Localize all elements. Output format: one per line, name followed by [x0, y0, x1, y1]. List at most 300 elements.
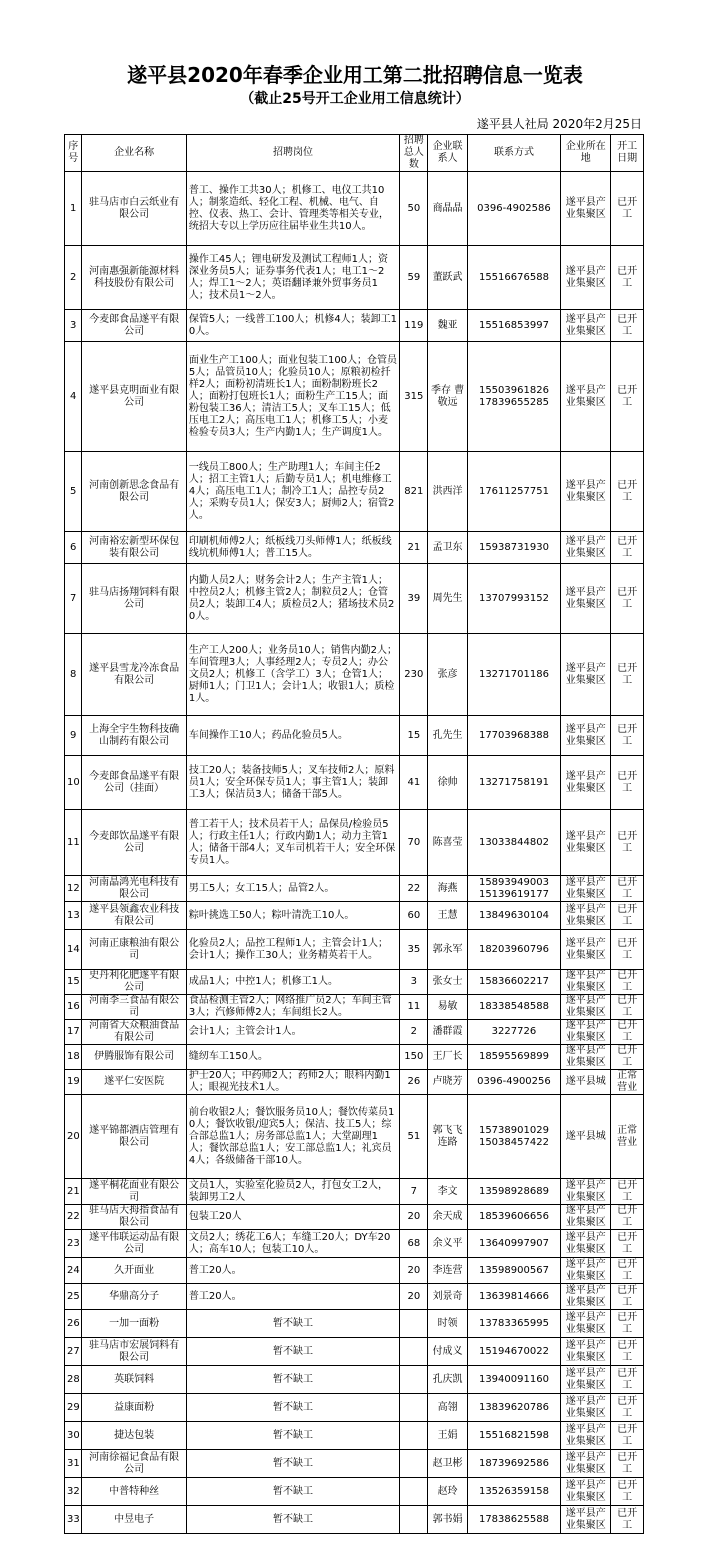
- cell-positions: 男工5人；女工15人；品管2人。: [186, 876, 399, 902]
- table-row: [65, 452, 644, 532]
- cell-no: 20: [65, 1095, 82, 1179]
- cell-status: 已开工: [611, 1258, 644, 1284]
- cell-no: 21: [65, 1179, 82, 1205]
- cell-status: 已开工: [611, 172, 644, 246]
- cell-location: 遂平县产业集聚区: [561, 902, 611, 930]
- table-body: [65, 172, 644, 1534]
- cell-positions: 暂不缺工: [186, 1506, 399, 1534]
- cell-no: 12: [65, 876, 82, 902]
- cell-no: 13: [65, 902, 82, 930]
- cell-positions: 车间操作工10人；药品化验员5人。: [186, 716, 399, 756]
- cell-contact: 陈喜莹: [428, 810, 467, 876]
- cell-no: 4: [65, 342, 82, 452]
- cell-company: 遂平伟联运动品有限公司: [82, 1230, 186, 1258]
- cell-positions: 操作工45人；锂电研发及测试工程师1人；资深业务员5人；证券事务代表1人；电工1～2人；焊工1～2人；英语翻译兼外贸事务员1人；技术员1～2人。: [186, 246, 399, 310]
- header-status: 开工日期: [611, 135, 644, 172]
- cell-no: 9: [65, 716, 82, 756]
- cell-no: 8: [65, 634, 82, 716]
- cell-contact: 王厂长: [428, 1045, 467, 1070]
- cell-phone: 18203960796: [467, 930, 561, 970]
- table-row: [65, 532, 644, 564]
- cell-contact: 赵玲: [428, 1478, 467, 1506]
- table-row: [65, 1284, 644, 1310]
- cell-location: 遂平县产业集聚区: [561, 930, 611, 970]
- table-row: [65, 564, 644, 634]
- cell-status: 正常营业: [611, 1095, 644, 1179]
- cell-company: 驻马店大拇指食品有限公司: [82, 1205, 186, 1230]
- cell-status: 已开工: [611, 246, 644, 310]
- cell-location: 遂平县产业集聚区: [561, 1258, 611, 1284]
- cell-no: 1: [65, 172, 82, 246]
- cell-status: 已开工: [611, 810, 644, 876]
- cell-positions: 普工20人。: [186, 1258, 399, 1284]
- cell-company: 河南裕宏新型环保包装有限公司: [82, 532, 186, 564]
- cell-contact: 余义平: [428, 1230, 467, 1258]
- table-row: [65, 634, 644, 716]
- cell-status: 已开工: [611, 1478, 644, 1506]
- cell-contact: 张女士: [428, 970, 467, 995]
- cell-positions: 保管5人；一线普工100人；机修4人；装卸工10人。: [186, 310, 399, 342]
- cell-positions: 暂不缺工: [186, 1422, 399, 1450]
- cell-no: 33: [65, 1506, 82, 1534]
- cell-phone: 15194670022: [467, 1338, 561, 1366]
- cell-total: 50: [400, 172, 428, 246]
- cell-phone: 13526359158: [467, 1478, 561, 1506]
- cell-company: 今麦郎饮品遂平有限公司: [82, 810, 186, 876]
- cell-company: 益康面粉: [82, 1394, 186, 1422]
- cell-total: [400, 1506, 428, 1534]
- cell-phone: 17611257751: [467, 452, 561, 532]
- cell-no: 15: [65, 970, 82, 995]
- cell-contact: 董跃武: [428, 246, 467, 310]
- cell-no: 25: [65, 1284, 82, 1310]
- table-row: [65, 970, 644, 995]
- table-row: [65, 716, 644, 756]
- cell-total: [400, 1366, 428, 1394]
- cell-company: 遂平县克明面业有限公司: [82, 342, 186, 452]
- table-row: [65, 876, 644, 902]
- cell-total: 821: [400, 452, 428, 532]
- table-row: [65, 310, 644, 342]
- cell-status: 已开工: [611, 1366, 644, 1394]
- cell-total: 15: [400, 716, 428, 756]
- cell-positions: 包装工20人: [186, 1205, 399, 1230]
- cell-location: 遂平县产业集聚区: [561, 1205, 611, 1230]
- cell-total: [400, 1394, 428, 1422]
- cell-phone: 18539606656: [467, 1205, 561, 1230]
- cell-contact: 郭永军: [428, 930, 467, 970]
- cell-location: 遂平县产业集聚区: [561, 810, 611, 876]
- cell-contact: 高翎: [428, 1394, 467, 1422]
- cell-positions: 缝纫车工150人。: [186, 1045, 399, 1070]
- table-row: [65, 1205, 644, 1230]
- cell-contact: 商晶晶: [428, 172, 467, 246]
- table-row: [65, 1179, 644, 1205]
- cell-status: 已开工: [611, 1422, 644, 1450]
- cell-company: 河南惠强新能源材料科技股份有限公司: [82, 246, 186, 310]
- cell-total: [400, 1478, 428, 1506]
- table-row: [65, 1310, 644, 1338]
- cell-company: 河南晶鸿光电科技有限公司: [82, 876, 186, 902]
- cell-total: [400, 1422, 428, 1450]
- cell-phone: 3227726: [467, 1020, 561, 1045]
- cell-total: [400, 1310, 428, 1338]
- cell-phone: 15516821598: [467, 1422, 561, 1450]
- cell-phone: 15836602217: [467, 970, 561, 995]
- table-row: [65, 342, 644, 452]
- cell-positions: 文员1人，实验室化验员2人，打包女工2人，装卸男工2人: [186, 1179, 399, 1205]
- cell-location: 遂平县产业集聚区: [561, 1338, 611, 1366]
- cell-positions: 前台收银2人；餐饮服务员10人；餐饮传菜员10人；餐饮收银/迎宾5人；保洁、技工5人；综合部总监1人；房务部总监1人；大堂副理1人；餐饮部总监1人；安工部总监1人；礼宾员4人；各级储备干部10人。: [186, 1095, 399, 1179]
- cell-contact: 孔庆凯: [428, 1366, 467, 1394]
- cell-total: 20: [400, 1258, 428, 1284]
- cell-no: 11: [65, 810, 82, 876]
- cell-positions: 暂不缺工: [186, 1366, 399, 1394]
- cell-total: 70: [400, 810, 428, 876]
- cell-status: 已开工: [611, 342, 644, 452]
- table-row: [65, 810, 644, 876]
- cell-location: 遂平县产业集聚区: [561, 1506, 611, 1534]
- cell-positions: 普工若干人；技术员若干人；品保员/检验员5人；行政主任1人；行政内勤1人；动力主管1人；储备干部4人；叉车司机若干人；安全环保专员1人。: [186, 810, 399, 876]
- table-row: [65, 1020, 644, 1045]
- cell-status: 已开工: [611, 902, 644, 930]
- cell-location: 遂平县产业集聚区: [561, 564, 611, 634]
- cell-positions: 文员2人；绣花工6人；车缝工20人；DY车20人；高车10人；包装工10人。: [186, 1230, 399, 1258]
- cell-status: 已开工: [611, 756, 644, 810]
- cell-company: 久开面业: [82, 1258, 186, 1284]
- cell-company: 伊腾服饰有限公司: [82, 1045, 186, 1070]
- recruitment-table: [64, 134, 644, 1534]
- cell-positions: 粽叶挑选工50人；粽叶清洗工10人。: [186, 902, 399, 930]
- cell-positions: 面业生产工100人；面业包装工100人；仓管员5人；品管员10人；化验员10人；原粮初检扦样2人；面粉初清班长1人；面粉制粉班长2人；面粉打包班长1人；面粉生产工15人；面粉包装工36人；清洁工5人；叉车工15人；低压电工2人；高压电工1人；机修工5人；小麦检验专员3人；生产内勤1人；生产调度1人。: [186, 342, 399, 452]
- cell-phone: 13783365995: [467, 1310, 561, 1338]
- cell-contact: 李连营: [428, 1258, 467, 1284]
- cell-location: 遂平县产业集聚区: [561, 1179, 611, 1205]
- cell-positions: 成品1人；中控1人；机修工1人。: [186, 970, 399, 995]
- cell-contact: 洪西洋: [428, 452, 467, 532]
- cell-total: 41: [400, 756, 428, 810]
- cell-positions: 暂不缺工: [186, 1450, 399, 1478]
- cell-total: 26: [400, 1070, 428, 1095]
- cell-status: 已开工: [611, 1284, 644, 1310]
- cell-company: 英联饲料: [82, 1366, 186, 1394]
- cell-phone: 13707993152: [467, 564, 561, 634]
- cell-location: 遂平县产业集聚区: [561, 1394, 611, 1422]
- cell-no: 32: [65, 1478, 82, 1506]
- cell-phone: 15938731930: [467, 532, 561, 564]
- cell-company: 遂平锦都酒店管理有限公司: [82, 1095, 186, 1179]
- table-header-row: [65, 135, 644, 172]
- table-row: [65, 1366, 644, 1394]
- cell-contact: 余天成: [428, 1205, 467, 1230]
- cell-contact: 王慧: [428, 902, 467, 930]
- cell-no: 27: [65, 1338, 82, 1366]
- table-row: [65, 756, 644, 810]
- cell-phone: 13598928689: [467, 1179, 561, 1205]
- cell-no: 23: [65, 1230, 82, 1258]
- table-row: [65, 1506, 644, 1534]
- cell-company: 捷达包装: [82, 1422, 186, 1450]
- table-row: [65, 1422, 644, 1450]
- cell-total: 7: [400, 1179, 428, 1205]
- cell-phone: 13271758191: [467, 756, 561, 810]
- cell-company: 中普特种丝: [82, 1478, 186, 1506]
- cell-contact: 孟卫东: [428, 532, 467, 564]
- cell-status: 已开工: [611, 1020, 644, 1045]
- cell-location: 遂平县产业集聚区: [561, 1450, 611, 1478]
- cell-positions: 生产工人200人；业务员10人；销售内勤2人；车间管理3人；人事经理2人；专员2人；办公文员2人；机修工（含学工）3人；仓管1人；厨师1人；门卫1人；会计1人；收银1人；质检1人。: [186, 634, 399, 716]
- cell-location: 遂平县城: [561, 1095, 611, 1179]
- cell-location: 遂平县产业集聚区: [561, 1045, 611, 1070]
- cell-positions: 内勤人员2人；财务会计2人；生产主管1人；中控员2人；机修主管2人；制粒员2人；仓管员2人；装卸工4人；质检员2人；猪场技术员20人。: [186, 564, 399, 634]
- cell-company: 驻马店扬翔饲料有限公司: [82, 564, 186, 634]
- cell-total: 2: [400, 1020, 428, 1045]
- cell-total: 119: [400, 310, 428, 342]
- cell-contact: 卢晓芳: [428, 1070, 467, 1095]
- cell-company: 一加一面粉: [82, 1310, 186, 1338]
- cell-phone: 0396-4900256: [467, 1070, 561, 1095]
- cell-location: 遂平县产业集聚区: [561, 970, 611, 995]
- cell-contact: 刘景奇: [428, 1284, 467, 1310]
- cell-phone: 15516676588: [467, 246, 561, 310]
- cell-phone: 15503961826 17839655285: [467, 342, 561, 452]
- cell-location: 遂平县产业集聚区: [561, 995, 611, 1020]
- cell-company: 遂平县领鑫农业科技有限公司: [82, 902, 186, 930]
- cell-total: 22: [400, 876, 428, 902]
- cell-positions: 化验员2人；品控工程师1人；主管会计1人；会计1人；操作工30人；业务精英若干人。: [186, 930, 399, 970]
- cell-contact: 张彦: [428, 634, 467, 716]
- cell-no: 10: [65, 756, 82, 810]
- cell-phone: 17703968388: [467, 716, 561, 756]
- cell-location: 遂平县产业集聚区: [561, 310, 611, 342]
- cell-contact: 郭书娟: [428, 1506, 467, 1534]
- cell-status: 已开工: [611, 1230, 644, 1258]
- cell-phone: 13849630104: [467, 902, 561, 930]
- issuer-and-date: 遂平县人社局 2020年2月25日: [476, 117, 642, 131]
- table-row: [65, 1478, 644, 1506]
- cell-contact: 徐帅: [428, 756, 467, 810]
- cell-status: 已开工: [611, 1205, 644, 1230]
- cell-no: 19: [65, 1070, 82, 1095]
- table-row: [65, 1070, 644, 1095]
- cell-positions: 技工20人；装备技师5人；叉车技师2人；原料员1人；安全环保专员1人；事主管1人；装卸工3人；保洁员3人；储备干部5人。: [186, 756, 399, 810]
- table-row: [65, 246, 644, 310]
- cell-total: 230: [400, 634, 428, 716]
- cell-location: 遂平县产业集聚区: [561, 342, 611, 452]
- cell-phone: 13598900567: [467, 1258, 561, 1284]
- cell-contact: 季存 曹敬远: [428, 342, 467, 452]
- cell-phone: 0396-4902586: [467, 172, 561, 246]
- cell-phone: 13639814666: [467, 1284, 561, 1310]
- cell-status: 已开工: [611, 310, 644, 342]
- cell-no: 31: [65, 1450, 82, 1478]
- cell-no: 7: [65, 564, 82, 634]
- cell-status: 已开工: [611, 564, 644, 634]
- table-row: [65, 930, 644, 970]
- table-row: [65, 995, 644, 1020]
- cell-location: 遂平县产业集聚区: [561, 876, 611, 902]
- table-row: [65, 1258, 644, 1284]
- cell-status: 已开工: [611, 1338, 644, 1366]
- cell-total: 150: [400, 1045, 428, 1070]
- header-total: 招聘总人数: [400, 135, 428, 172]
- page-subtitle: （截止25号开工企业用工信息统计）: [240, 91, 470, 107]
- header-contact: 企业联系人: [428, 135, 467, 172]
- table-row: [65, 1450, 644, 1478]
- cell-company: 今麦郎食品遂平有限公司: [82, 310, 186, 342]
- cell-contact: 郭飞飞 连路: [428, 1095, 467, 1179]
- cell-company: 河南李三食品有限公司: [82, 995, 186, 1020]
- cell-location: 遂平县产业集聚区: [561, 452, 611, 532]
- cell-company: 遂平桐花面业有限公司: [82, 1179, 186, 1205]
- cell-no: 30: [65, 1422, 82, 1450]
- cell-total: [400, 1450, 428, 1478]
- header-phone: 联系方式: [467, 135, 561, 172]
- cell-total: 315: [400, 342, 428, 452]
- table-row: [65, 1045, 644, 1070]
- table-row: [65, 902, 644, 930]
- cell-total: 68: [400, 1230, 428, 1258]
- cell-positions: 暂不缺工: [186, 1310, 399, 1338]
- cell-phone: 13033844802: [467, 810, 561, 876]
- cell-company: 遂平县雪龙冷冻食品有限公司: [82, 634, 186, 716]
- cell-no: 24: [65, 1258, 82, 1284]
- cell-positions: 普工、操作工共30人；机修工、电仪工共10人；制浆造纸、轻化工程、机械、电气、自控、仪表、热工、会计、管理类等相关专业，统招大专以上学历应往届毕业生共10人。: [186, 172, 399, 246]
- page-title: 遂平县2020年春季企业用工第二批招聘信息一览表: [127, 63, 583, 87]
- cell-total: 3: [400, 970, 428, 995]
- cell-location: 遂平县产业集聚区: [561, 246, 611, 310]
- cell-total: 11: [400, 995, 428, 1020]
- cell-no: 22: [65, 1205, 82, 1230]
- cell-status: 已开工: [611, 1179, 644, 1205]
- cell-company: 遂平仁安医院: [82, 1070, 186, 1095]
- cell-no: 3: [65, 310, 82, 342]
- cell-location: 遂平县产业集聚区: [561, 716, 611, 756]
- cell-status: 已开工: [611, 716, 644, 756]
- cell-phone: 18739692586: [467, 1450, 561, 1478]
- cell-status: 已开工: [611, 995, 644, 1020]
- cell-company: 今麦郎食品遂平有限公司（挂面）: [82, 756, 186, 810]
- cell-location: 遂平县产业集聚区: [561, 172, 611, 246]
- cell-contact: 李文: [428, 1179, 467, 1205]
- cell-status: 正常营业: [611, 1070, 644, 1095]
- cell-total: 20: [400, 1205, 428, 1230]
- cell-status: 已开工: [611, 1310, 644, 1338]
- cell-no: 14: [65, 930, 82, 970]
- cell-status: 已开工: [611, 1045, 644, 1070]
- cell-status: 已开工: [611, 532, 644, 564]
- cell-status: 已开工: [611, 1506, 644, 1534]
- cell-location: 遂平县产业集聚区: [561, 1020, 611, 1045]
- cell-status: 已开工: [611, 876, 644, 902]
- cell-company: 中昱电子: [82, 1506, 186, 1534]
- cell-phone: 13640997907: [467, 1230, 561, 1258]
- cell-total: 35: [400, 930, 428, 970]
- cell-company: 华鼎高分子: [82, 1284, 186, 1310]
- cell-location: 遂平县产业集聚区: [561, 1310, 611, 1338]
- cell-contact: 魏亚: [428, 310, 467, 342]
- cell-no: 2: [65, 246, 82, 310]
- cell-phone: 13940091160: [467, 1366, 561, 1394]
- cell-contact: 赵卫彬: [428, 1450, 467, 1478]
- cell-positions: 会计1人；主管会计1人。: [186, 1020, 399, 1045]
- cell-contact: 王娟: [428, 1422, 467, 1450]
- cell-contact: 易敏: [428, 995, 467, 1020]
- table-row: [65, 1338, 644, 1366]
- cell-phone: 18338548588: [467, 995, 561, 1020]
- cell-contact: 周先生: [428, 564, 467, 634]
- cell-phone: 15516853997: [467, 310, 561, 342]
- cell-contact: 孔先生: [428, 716, 467, 756]
- cell-total: 20: [400, 1284, 428, 1310]
- cell-total: 59: [400, 246, 428, 310]
- cell-positions: 暂不缺工: [186, 1394, 399, 1422]
- cell-no: 26: [65, 1310, 82, 1338]
- cell-no: 6: [65, 532, 82, 564]
- cell-status: 已开工: [611, 930, 644, 970]
- cell-phone: 17838625588: [467, 1506, 561, 1534]
- cell-contact: 付成义: [428, 1338, 467, 1366]
- cell-phone: 13271701186: [467, 634, 561, 716]
- cell-positions: 印刷机师傅2人；纸板线刀头师傅1人；纸板线线坑机师傅1人；普工15人。: [186, 532, 399, 564]
- cell-status: 已开工: [611, 452, 644, 532]
- cell-status: 已开工: [611, 1394, 644, 1422]
- cell-location: 遂平县产业集聚区: [561, 1366, 611, 1394]
- cell-total: [400, 1338, 428, 1366]
- cell-positions: 普工20人。: [186, 1284, 399, 1310]
- cell-location: 遂平县城: [561, 1070, 611, 1095]
- cell-location: 遂平县产业集聚区: [561, 1230, 611, 1258]
- cell-total: 39: [400, 564, 428, 634]
- cell-contact: 潘群霞: [428, 1020, 467, 1045]
- header-location: 企业所在地: [561, 135, 611, 172]
- cell-phone: 15738901029 15038457422: [467, 1095, 561, 1179]
- cell-location: 遂平县产业集聚区: [561, 1422, 611, 1450]
- cell-phone: 13839620786: [467, 1394, 561, 1422]
- cell-company: 上海全宇生物科技确山制药有限公司: [82, 716, 186, 756]
- cell-contact: 时领: [428, 1310, 467, 1338]
- cell-no: 29: [65, 1394, 82, 1422]
- cell-no: 16: [65, 995, 82, 1020]
- cell-contact: 海燕: [428, 876, 467, 902]
- cell-company: 河南省大众粮油食品有限公司: [82, 1020, 186, 1045]
- cell-positions: 一线员工800人；生产助理1人；车间主任2人；招工主管1人；后勤专员1人；机电维修工4人；高压电工1人；制冷工1人；品控专员2人；采购专员1人；保安3人；厨师2人；宿管2人。: [186, 452, 399, 532]
- cell-total: 21: [400, 532, 428, 564]
- header-no: 序号: [65, 135, 82, 172]
- cell-no: 5: [65, 452, 82, 532]
- cell-status: 已开工: [611, 1450, 644, 1478]
- cell-location: 遂平县产业集聚区: [561, 634, 611, 716]
- cell-location: 遂平县产业集聚区: [561, 532, 611, 564]
- table-row: [65, 1394, 644, 1422]
- cell-company: 河南徐福记食品有限公司: [82, 1450, 186, 1478]
- cell-company: 河南正康粮油有限公司: [82, 930, 186, 970]
- cell-status: 已开工: [611, 634, 644, 716]
- cell-no: 18: [65, 1045, 82, 1070]
- cell-location: 遂平县产业集聚区: [561, 756, 611, 810]
- cell-company: 驻马店市白云纸业有限公司: [82, 172, 186, 246]
- cell-positions: 暂不缺工: [186, 1478, 399, 1506]
- cell-phone: 18595569899: [467, 1045, 561, 1070]
- cell-status: 已开工: [611, 970, 644, 995]
- cell-phone: 15893949003 15139619177: [467, 876, 561, 902]
- cell-company: 史丹利化肥遂平有限公司: [82, 970, 186, 995]
- header-positions: 招聘岗位: [186, 135, 399, 172]
- table-row: [65, 1230, 644, 1258]
- cell-total: 51: [400, 1095, 428, 1179]
- cell-total: 60: [400, 902, 428, 930]
- cell-no: 17: [65, 1020, 82, 1045]
